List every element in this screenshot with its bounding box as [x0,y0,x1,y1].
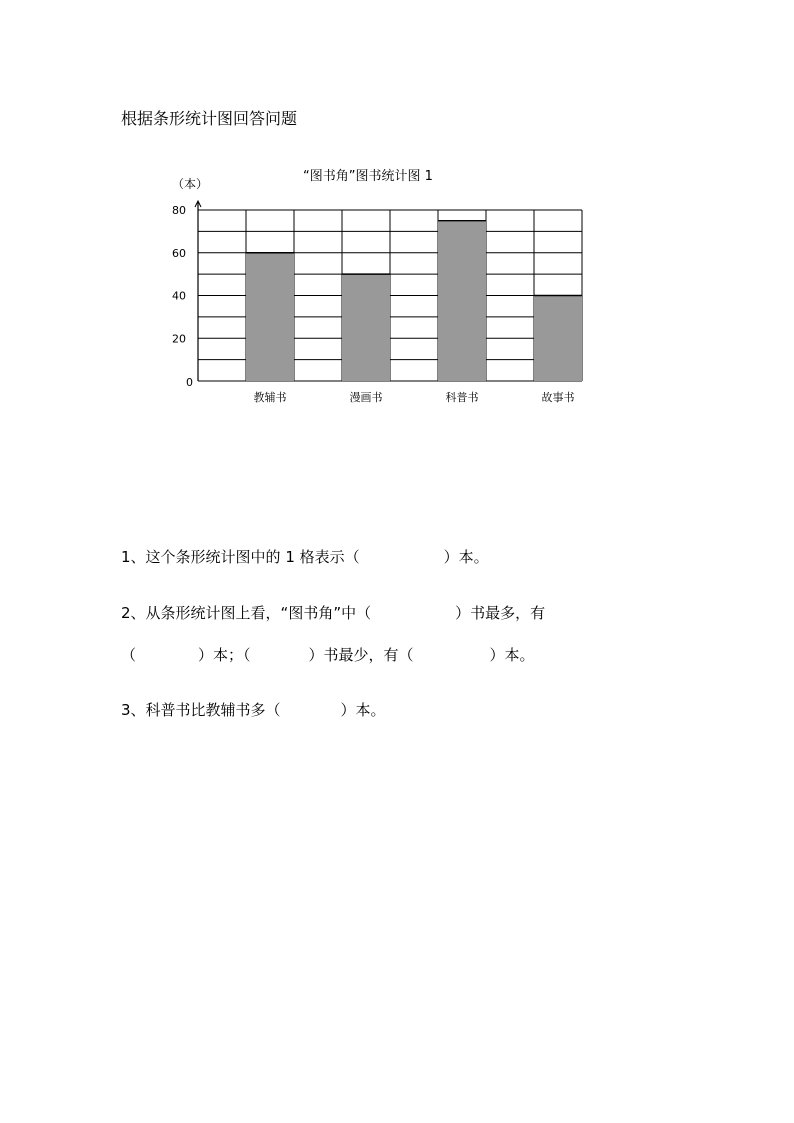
x-category-label: 漫画书 [349,391,383,404]
question-3-text: 3、科普书比教辅书多（ [121,701,281,719]
y-tick-label: 20 [172,332,186,346]
y-tick-label: 0 [186,376,193,389]
y-tick-label: 80 [172,204,186,217]
question-3-suffix: ）本。 [340,701,386,719]
question-2-part-3: ）书最少，有（ [308,646,414,664]
question-2-part-1: （ [121,646,137,664]
y-tick-label: 60 [172,246,186,260]
x-category-label: 教辅书 [253,391,287,404]
chart-title: “图书角”图书统计图 1 [303,169,433,184]
bar-1 [246,253,294,381]
bar-3 [438,221,486,381]
question-2-line-1 [121,602,545,623]
x-category-label: 科普书 [445,391,479,404]
question-2-text: 2、从条形统计图上看，“图书角”中（ [121,604,372,622]
question-3 [121,699,386,720]
question-1-suffix: ）本。 [443,548,489,566]
worksheet-heading: 根据条形统计图回答问题 [121,109,298,128]
question-2-part-2: ）本；（ [198,646,251,664]
question-2-part-4: ）本。 [489,646,535,664]
question-1 [121,546,489,567]
question-2-suffix: ）书最多，有 [455,604,546,622]
y-tick-label: 40 [172,289,186,303]
x-category-label: 故事书 [541,391,575,404]
question-1-text: 1、这个条形统计图中的 1 格表示（ [121,548,360,566]
bar-chart [160,196,600,416]
chart-bars [246,221,582,381]
chart-axes [195,201,201,381]
bar-2 [342,274,390,381]
question-2-line-2 [121,644,535,665]
y-axis-unit-label: （本） [172,177,209,191]
bar-4 [534,296,582,382]
